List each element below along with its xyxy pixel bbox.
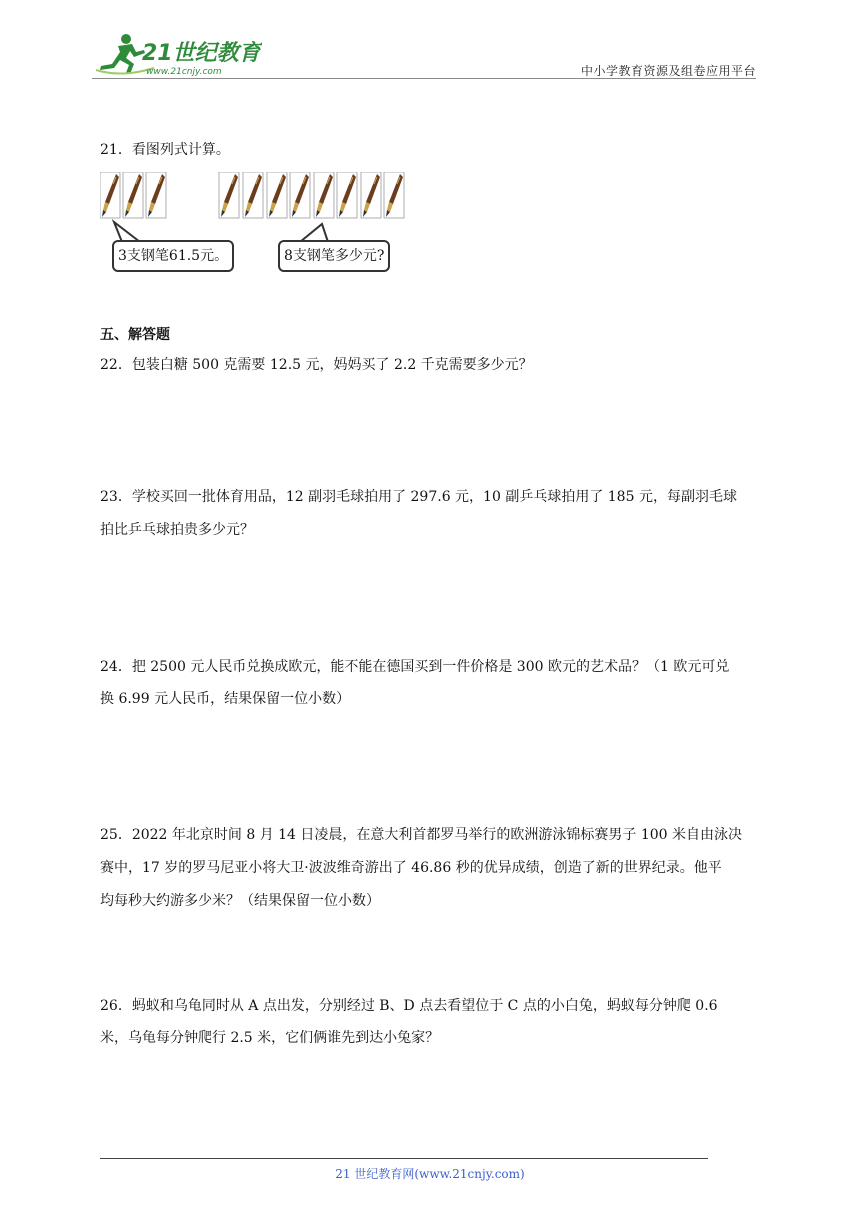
fountain-pen-icon bbox=[243, 172, 263, 218]
header-platform-text: 中小学教育资源及组卷应用平台 bbox=[580, 64, 756, 78]
fountain-pen-icon bbox=[384, 172, 404, 218]
section-title: 五、解答题 bbox=[100, 327, 170, 343]
left-pen-group bbox=[100, 172, 166, 218]
fountain-pen-icon bbox=[146, 172, 166, 218]
fountain-pen-icon bbox=[123, 172, 143, 218]
pen-illustration bbox=[100, 172, 420, 222]
question-23-line-1: 23．学校买回一批体育用品，12 副羽毛球拍用了 297.6 元，10 副乒乓球拍用了 185 元，每副羽毛球 bbox=[100, 489, 737, 505]
question-26-line-2: 米，乌龟每分钟爬行 2.5 米，它们俩谁先到达小兔家？ bbox=[100, 1030, 440, 1046]
question-22: 22．包装白糖 500 克需要 12.5 元，妈妈买了 2.2 千克需要多少元？ bbox=[100, 357, 533, 373]
question-23-line-2: 拍比乒乓球拍贵多少元？ bbox=[100, 522, 254, 538]
right-pen-group bbox=[219, 172, 404, 218]
svg-text:21世纪教育: 21世纪教育 bbox=[142, 41, 261, 66]
question-24-line-1: 24．把 2500 元人民币兑换成欧元，能不能在德国买到一件价格是 300 欧元的艺术品？（1 欧元可兑 bbox=[100, 659, 730, 675]
fountain-pen-icon bbox=[290, 172, 310, 218]
question-21-stem: 21．看图列式计算。 bbox=[100, 142, 230, 158]
question-26-line-1: 26．蚂蚁和乌龟同时从 A 点出发，分别经过 B、D 点去看望位于 C 点的小白兔，蚂蚁每分钟爬 0.6 bbox=[100, 998, 718, 1014]
question-25-line-2: 赛中，17 岁的罗马尼亚小将大卫·波波维奇游出了 46.86 秒的优异成绩，创造了新的世界纪录。他平 bbox=[100, 860, 722, 876]
bubble-right: 8支钢笔多少元? bbox=[278, 240, 390, 272]
fountain-pen-icon bbox=[100, 172, 120, 218]
fountain-pen-icon bbox=[219, 172, 239, 218]
question-24-line-2: 换 6.99 元人民币，结果保留一位小数） bbox=[100, 691, 351, 707]
header-divider bbox=[92, 78, 756, 79]
bubble-left: 3支钢笔61.5元。 bbox=[112, 240, 234, 272]
question-25-line-1: 25．2022 年北京时间 8 月 14 日凌晨，在意大利首都罗马举行的欧洲游泳锦标赛男子 100 米自由泳决 bbox=[100, 827, 743, 843]
fountain-pen-icon bbox=[337, 172, 357, 218]
page-header bbox=[92, 30, 756, 78]
question-25-line-3: 均每秒大约游多少米？（结果保留一位小数） bbox=[100, 893, 380, 909]
footer-link[interactable]: 21 世纪教育网(www.21cnjy.com) bbox=[335, 1167, 525, 1181]
fountain-pen-icon bbox=[361, 172, 381, 218]
footer-divider bbox=[100, 1158, 708, 1159]
site-logo bbox=[92, 30, 262, 78]
svg-text:www.21cnjy.com: www.21cnjy.com bbox=[146, 67, 222, 77]
fountain-pen-icon bbox=[267, 172, 287, 218]
fountain-pen-icon bbox=[314, 172, 334, 218]
